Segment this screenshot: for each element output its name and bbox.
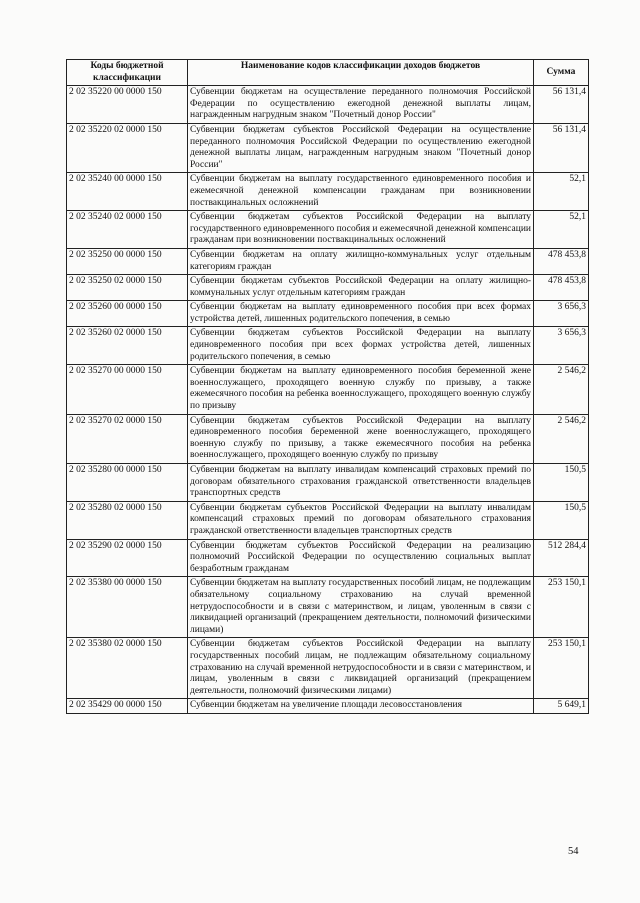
table-row bbox=[67, 464, 589, 502]
cell-sum: 56 131,4 bbox=[534, 86, 589, 124]
table-row bbox=[67, 123, 589, 172]
cell-name: Субвенции бюджетам субъектов Российской Федерации на выплату инвалидам компенсаций страховых премий по договорам обязательного страхования гражданской ответственности владельцев транспортных средств bbox=[188, 501, 534, 539]
header-sum: Сумма bbox=[534, 60, 589, 86]
cell-code: 2 02 35280 02 0000 150 bbox=[67, 501, 188, 539]
table-body bbox=[67, 86, 589, 714]
cell-sum: 478 453,8 bbox=[534, 248, 589, 274]
table-row bbox=[67, 86, 589, 124]
cell-sum: 52,1 bbox=[534, 173, 589, 211]
cell-sum: 150,5 bbox=[534, 464, 589, 502]
cell-code: 2 02 35260 00 0000 150 bbox=[67, 301, 188, 327]
cell-code: 2 02 35250 02 0000 150 bbox=[67, 275, 188, 301]
cell-code: 2 02 35250 00 0000 150 bbox=[67, 248, 188, 274]
cell-name: Субвенции бюджетам субъектов Российской Федерации на реализацию полномочий Российской Федерации по осуществлению социальных выплат безработным гражданам bbox=[188, 539, 534, 577]
cell-code: 2 02 35240 02 0000 150 bbox=[67, 211, 188, 249]
cell-code: 2 02 35290 02 0000 150 bbox=[67, 539, 188, 577]
cell-sum: 478 453,8 bbox=[534, 275, 589, 301]
cell-code: 2 02 35260 02 0000 150 bbox=[67, 327, 188, 365]
cell-sum: 512 284,4 bbox=[534, 539, 589, 577]
table-row bbox=[67, 577, 589, 638]
table-row bbox=[67, 365, 589, 414]
cell-sum: 253 150,1 bbox=[534, 638, 589, 699]
cell-code: 2 02 35220 00 0000 150 bbox=[67, 86, 188, 124]
cell-code: 2 02 35270 02 0000 150 bbox=[67, 414, 188, 463]
cell-name: Субвенции бюджетам на увеличение площади лесовосстановления bbox=[188, 699, 534, 714]
table-row bbox=[67, 173, 589, 211]
cell-sum: 150,5 bbox=[534, 501, 589, 539]
cell-sum: 2 546,2 bbox=[534, 414, 589, 463]
cell-name: Субвенции бюджетам на оплату жилищно-коммунальных услуг отдельным категориям граждан bbox=[188, 248, 534, 274]
cell-code: 2 02 35429 00 0000 150 bbox=[67, 699, 188, 714]
cell-name: Субвенции бюджетам субъектов Российской Федерации на выплату единовременного пособия беременной жене военнослужащего, проходящего военную службу по призыву, а также ежемесячного пособия на ребенка военнослужащего, проходящего военную службу по призыву bbox=[188, 414, 534, 463]
cell-code: 2 02 35220 02 0000 150 bbox=[67, 123, 188, 172]
table-row bbox=[67, 275, 589, 301]
cell-name: Субвенции бюджетам на осуществление переданного полномочия Российской Федерации по осуществлению ежегодной денежной выплаты лицам, награжденным нагрудным знаком "Почетный донор России" bbox=[188, 86, 534, 124]
cell-code: 2 02 35270 00 0000 150 bbox=[67, 365, 188, 414]
cell-sum: 3 656,3 bbox=[534, 301, 589, 327]
cell-name: Субвенции бюджетам субъектов Российской Федерации на осуществление переданного полномочия Российской Федерации по осуществлению ежегодной денежной выплаты лицам, награжденным нагрудным знаком "Почетный донор России" bbox=[188, 123, 534, 172]
cell-name: Субвенции бюджетам субъектов Российской Федерации на выплату государственного единовременного пособия и ежемесячной денежной компенсации гражданам при возникновении поствакцинальных осложнений bbox=[188, 211, 534, 249]
page-number: 54 bbox=[568, 846, 579, 857]
cell-name: Субвенции бюджетам на выплату государственных пособий лицам, не подлежащим обязательному социальному страхованию на случай временной нетрудоспособности и в связи с материнством, и лицам, уволенным в связи с ликвидацией организаций (прекращением деятельности, полномочий физическими лицами) bbox=[188, 577, 534, 638]
cell-code: 2 02 35240 00 0000 150 bbox=[67, 173, 188, 211]
table-row bbox=[67, 539, 589, 577]
table-row bbox=[67, 211, 589, 249]
cell-name: Субвенции бюджетам на выплату единовременного пособия при всех формах устройства детей, лишенных родительского попечения, в семью bbox=[188, 301, 534, 327]
cell-name: Субвенции бюджетам субъектов Российской Федерации на оплату жилищно-коммунальных услуг отдельным категориям граждан bbox=[188, 275, 534, 301]
cell-code: 2 02 35380 00 0000 150 bbox=[67, 577, 188, 638]
header-name: Наименование кодов классификации доходов бюджетов bbox=[188, 60, 534, 86]
cell-sum: 2 546,2 bbox=[534, 365, 589, 414]
table-row bbox=[67, 414, 589, 463]
cell-name: Субвенции бюджетам на выплату государственного единовременного пособия и ежемесячной денежной компенсации гражданам при возникновении поствакцинальных осложнений bbox=[188, 173, 534, 211]
cell-name: Субвенции бюджетам на выплату единовременного пособия беременной жене военнослужащего, проходящего военную службу по призыву, а также ежемесячного пособия на ребенка военнослужащего, проходящего военную службу по призыву bbox=[188, 365, 534, 414]
cell-sum: 56 131,4 bbox=[534, 123, 589, 172]
cell-name: Субвенции бюджетам субъектов Российской Федерации на выплату единовременного пособия при всех формах устройства детей, лишенных родительского попечения, в семью bbox=[188, 327, 534, 365]
table-row bbox=[67, 248, 589, 274]
cell-sum: 253 150,1 bbox=[534, 577, 589, 638]
cell-code: 2 02 35380 02 0000 150 bbox=[67, 638, 188, 699]
cell-sum: 52,1 bbox=[534, 211, 589, 249]
table-row bbox=[67, 501, 589, 539]
table-row bbox=[67, 638, 589, 699]
table-row bbox=[67, 699, 589, 714]
cell-sum: 3 656,3 bbox=[534, 327, 589, 365]
table-row bbox=[67, 301, 589, 327]
cell-name: Субвенции бюджетам на выплату инвалидам компенсаций страховых премий по договорам обязательного страхования гражданской ответственности владельцев транспортных средств bbox=[188, 464, 534, 502]
cell-code: 2 02 35280 00 0000 150 bbox=[67, 464, 188, 502]
revenue-classification-table bbox=[66, 59, 589, 714]
cell-sum: 5 649,1 bbox=[534, 699, 589, 714]
table-row bbox=[67, 327, 589, 365]
table-header-row bbox=[67, 60, 589, 86]
cell-name: Субвенции бюджетам субъектов Российской Федерации на выплату государственных пособий лицам, не подлежащим обязательному социальному страхованию на случай временной нетрудоспособности и в связи с материнством, и лицам, уволенным в связи с ликвидацией организаций (прекращением деятельности, полномочий физическими лицами) bbox=[188, 638, 534, 699]
header-code: Коды бюджетной классификации bbox=[67, 60, 188, 86]
